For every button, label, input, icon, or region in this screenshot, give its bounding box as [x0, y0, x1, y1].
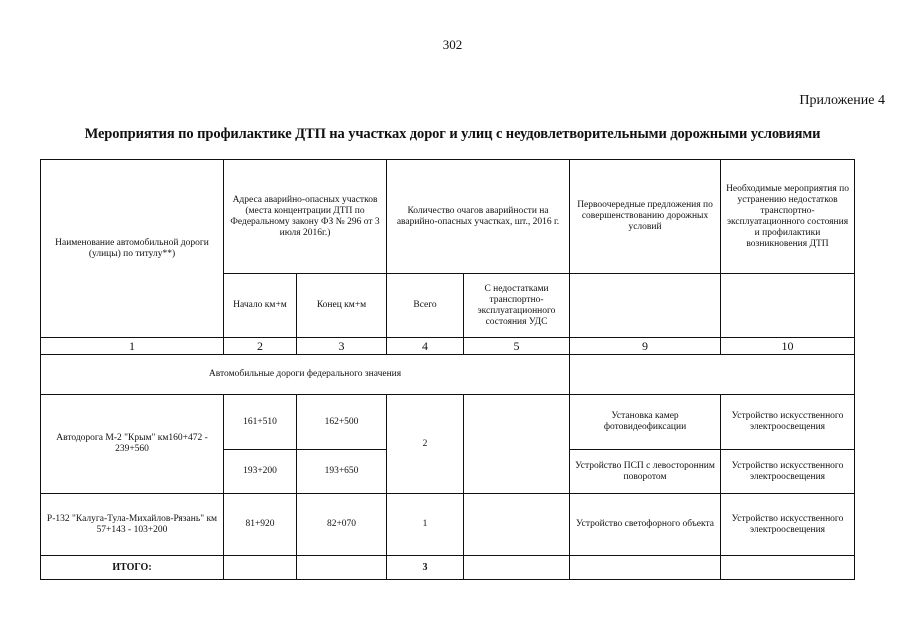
column-number: 3 — [297, 338, 387, 355]
proposal-cell: Установка камер фотовидеофиксации — [570, 395, 721, 450]
header-count: Количество очагов аварийности на аварийно-опасных участках, шт., 2016 г. — [387, 160, 570, 274]
proposal-cell: Устройство светофорного объекта — [570, 494, 721, 556]
start-cell: 193+200 — [224, 450, 297, 494]
end-cell: 82+070 — [297, 494, 387, 556]
section-row — [41, 355, 855, 395]
end-cell: 162+500 — [297, 395, 387, 450]
column-number: 4 — [387, 338, 464, 355]
start-cell: 161+510 — [224, 395, 297, 450]
total-empty — [224, 556, 297, 580]
header-row-1 — [41, 160, 855, 274]
measure-cell: Устройство искусственного электроосвещения — [721, 395, 855, 450]
total-row — [41, 556, 855, 580]
count-cell: 1 — [387, 494, 464, 556]
section-title: Автомобильные дороги федерального значения — [41, 355, 570, 395]
header-end: Конец км+м — [297, 274, 387, 338]
total-empty — [297, 556, 387, 580]
end-cell: 193+650 — [297, 450, 387, 494]
total-empty — [570, 556, 721, 580]
column-number: 2 — [224, 338, 297, 355]
header-priority: Первоочередные предложения по совершенствованию дорожных условий — [570, 160, 721, 274]
column-number: 5 — [464, 338, 570, 355]
header-empty-measures — [721, 274, 855, 338]
header-empty-priority — [570, 274, 721, 338]
appendix-label: Приложение 4 — [799, 93, 885, 108]
proposal-cell: Устройство ПСП с левосторонним поворотом — [570, 450, 721, 494]
table-row — [41, 395, 855, 450]
page-number: 302 — [442, 37, 463, 52]
measures-table — [40, 159, 855, 580]
measure-cell: Устройство искусственного электроосвещения — [721, 494, 855, 556]
header-start: Начало км+м — [224, 274, 297, 338]
column-number: 9 — [570, 338, 721, 355]
total-value: 3 — [387, 556, 464, 580]
column-number: 10 — [721, 338, 855, 355]
road-name-cell: Автодорога М-2 "Крым" км160+472 - 239+560 — [41, 395, 224, 494]
header-addresses: Адреса аварийно-опасных участков (места концентрации ДТП по Федеральному закону ФЗ № 296 от 3 июля 2016г.) — [224, 160, 387, 274]
header-road-name: Наименование автомобильной дороги (улицы) по титулу**) — [41, 160, 224, 338]
defects-cell — [464, 395, 570, 494]
start-cell: 81+920 — [224, 494, 297, 556]
header-total: Всего — [387, 274, 464, 338]
total-empty — [464, 556, 570, 580]
column-numbers-row — [41, 338, 855, 355]
column-number: 1 — [41, 338, 224, 355]
table-row — [41, 494, 855, 556]
total-label: ИТОГО: — [41, 556, 224, 580]
total-empty — [721, 556, 855, 580]
count-cell: 2 — [387, 395, 464, 494]
section-empty — [570, 355, 855, 395]
measure-cell: Устройство искусственного электроосвещения — [721, 450, 855, 494]
road-name-cell: Р-132 "Калуга-Тула-Михайлов-Рязань" км 57+143 - 103+200 — [41, 494, 224, 556]
header-with-defects: С недостатками транспортно-эксплуатационного состояния УДС — [464, 274, 570, 338]
defects-cell — [464, 494, 570, 556]
header-measures: Необходимые мероприятия по устранению недостатков транспортно-эксплуатационного состояния и профилактики возникновения ДТП — [721, 160, 855, 274]
document-title: Мероприятия по профилактике ДТП на участках дорог и улиц с неудовлетворительными дорожными условиями — [84, 126, 821, 142]
